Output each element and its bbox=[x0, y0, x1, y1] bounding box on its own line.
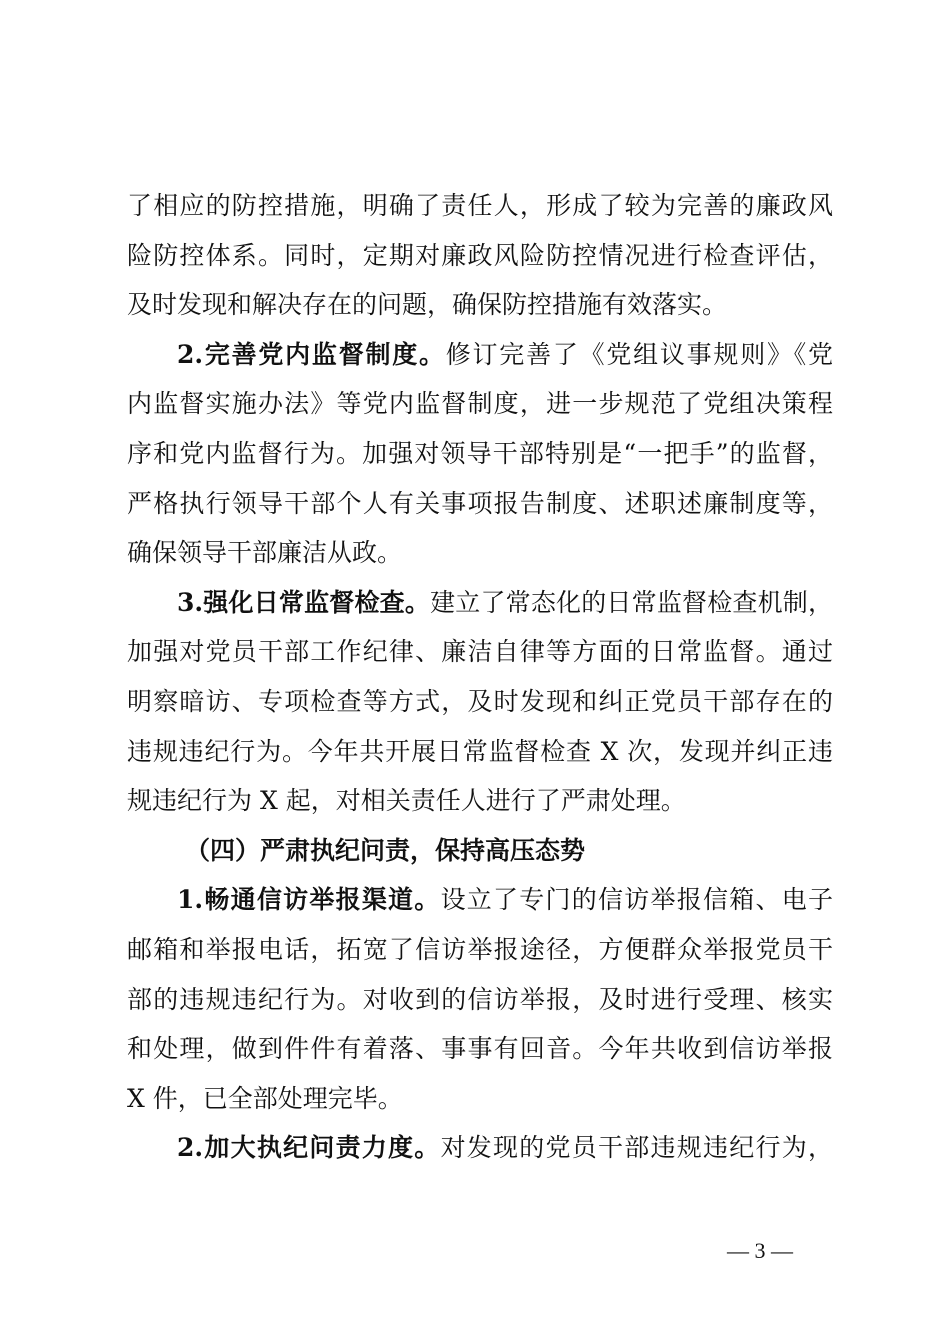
paragraph-line: 部的违规违纪行为。对收到的信访举报，及时进行受理、核实 bbox=[127, 984, 833, 1014]
item-first-line bbox=[127, 1123, 833, 1173]
item-title: 2.加大执纪问责力度。 bbox=[177, 1133, 441, 1163]
paragraph-line: 明察暗访、专项检查等方式，及时发现和纠正党员干部存在的 bbox=[127, 686, 833, 716]
paragraph-line: 严格执行领导干部个人有关事项报告制度、述职述廉制度等， bbox=[127, 488, 833, 518]
item-text: 修订完善了《党组议事规则》《党 bbox=[445, 339, 833, 369]
item-first-line bbox=[127, 875, 833, 925]
paragraph-line: X 件，已全部处理完毕。 bbox=[127, 1083, 403, 1113]
item-first-line bbox=[127, 330, 833, 380]
paragraph-line: 险防控体系。同时，定期对廉政风险防控情况进行检查评估， bbox=[127, 240, 833, 270]
item-title: 3.强化日常监督检查。 bbox=[177, 587, 431, 617]
item-title: 2.完善党内监督制度。 bbox=[177, 339, 446, 369]
paragraph-line: 违规违纪行为。今年共开展日常监督检查 X 次，发现并纠正违 bbox=[127, 736, 833, 766]
paragraph-line: 和处理，做到件件有着落、事事有回音。今年共收到信访举报 bbox=[127, 1034, 833, 1064]
paragraph-line: 序和党内监督行为。加强对领导干部特别是“一把手”的监督， bbox=[127, 438, 833, 468]
item-text: 建立了常态化的日常监督检查机制， bbox=[430, 587, 833, 617]
paragraph-line: 邮箱和举报电话，拓宽了信访举报途径，方便群众举报党员干 bbox=[127, 934, 833, 964]
document-body bbox=[127, 181, 833, 1173]
paragraph-line: 确保领导干部廉洁从政。 bbox=[127, 538, 403, 568]
item-first-line bbox=[127, 578, 833, 628]
paragraph-line: 加强对党员干部工作纪律、廉洁自律等方面的日常监督。通过 bbox=[127, 637, 833, 667]
section-heading: （四）严肃执纪问责，保持高压态势 bbox=[185, 835, 586, 865]
item-title: 1.畅通信访举报渠道。 bbox=[177, 885, 441, 915]
paragraph-line: 规违纪行为 X 起，对相关责任人进行了严肃处理。 bbox=[127, 786, 686, 816]
page-number: — 3 — bbox=[727, 1238, 793, 1263]
item-text: 设立了专门的信访举报信箱、电子 bbox=[440, 885, 833, 915]
paragraph-line: 了相应的防控措施，明确了责任人，形成了较为完善的廉政风 bbox=[127, 191, 833, 220]
item-text: 对发现的党员干部违规违纪行为， bbox=[440, 1133, 833, 1163]
paragraph-line: 内监督实施办法》等党内监督制度，进一步规范了党组决策程 bbox=[127, 389, 833, 419]
paragraph-line: 及时发现和解决存在的问题，确保防控措施有效落实。 bbox=[127, 290, 728, 320]
